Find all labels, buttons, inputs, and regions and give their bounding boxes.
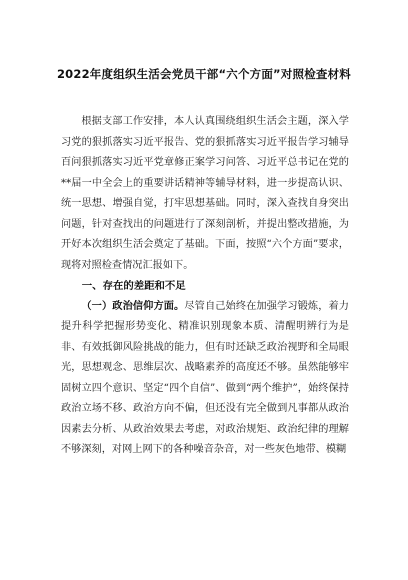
subsection-text: 尽管自己始终在加强学习锻炼，着力提升科学把握形势变化、精准识别现象本质、清醒明辨行为是非、有效抵御风险挑战的能力，但有时还缺乏政治视野和全局眼光，思想观念、思维层次、战略素养的高度还不够。虽然能够牢固树立四个意识、坚定“四个自信”、做到“两个维护”，始终保持政治立场不移、政治方向不偏，但还没有完全做到凡事都从政治因素去分析、从政治效果去考虑，对政治规矩、政治纪律的理解不够深刻，对网上网下的各种噪音杂音，对一些灰色地带、模糊 bbox=[61, 300, 349, 455]
document-title: 2022年度组织生活会党员干部“六个方面”对照检查材料 bbox=[56, 67, 352, 81]
subsection-heading: （一）政治信仰方面。 bbox=[81, 300, 185, 312]
subsection-paragraph bbox=[61, 297, 349, 461]
intro-paragraph: 根据支部工作安排，本人认真围绕组织生活会主题，深入学习党的狠抓落实习近平报告、党的狠抓落实习近平报告学习辅导百问狠抓落实习近平党章修正案学习问答、习近平总书记在党的**届一中全会上的重要讲话精神等辅导材料，进一步提高认识、统一思想、增强自觉，打牢思想基础。同时，深入查找自身突出问题，针对查找出的问题进行了深刻剖析，并提出整改措施，为开好本次组织生活会奠定了基础。下面，按照“六个方面”要求，现将对照检查情况汇报如下。 bbox=[61, 116, 349, 271]
section-heading: 一、存在的差距和不足 bbox=[81, 280, 186, 292]
document-body bbox=[61, 112, 349, 461]
